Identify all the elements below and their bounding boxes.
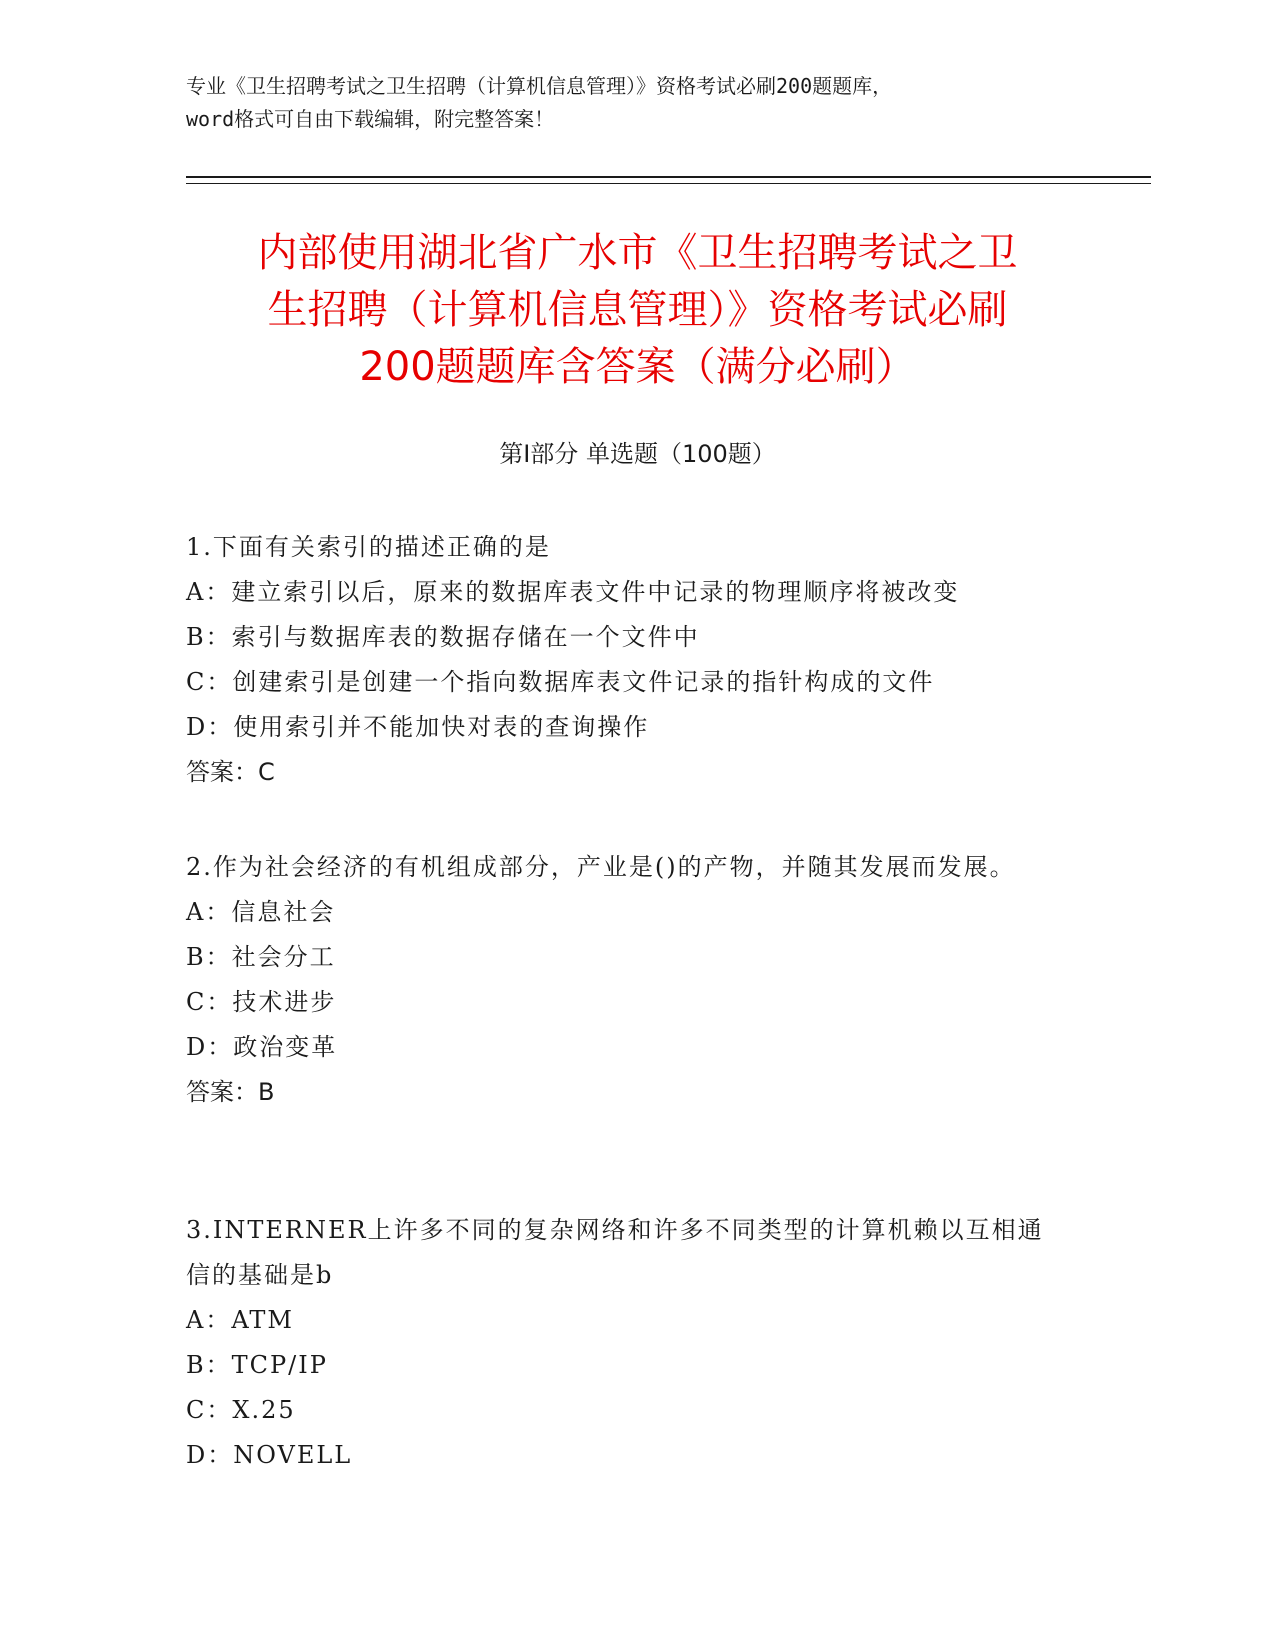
answer-line: 答案：C	[186, 758, 275, 786]
answer-line: 答案：B	[186, 1078, 275, 1106]
option-b: B：索引与数据库表的数据存储在一个文件中	[186, 623, 700, 651]
title-line1: 内部使用湖北省广水市《卫生招聘考试之卫	[257, 230, 1018, 276]
header-note	[186, 70, 1086, 136]
title-line3: 200题题库含答案（满分必刷）	[359, 344, 916, 390]
option-d: D：政治变革	[186, 1033, 338, 1061]
option-a: A：ATM	[186, 1306, 294, 1334]
header-note-line2: word格式可自由下载编辑，附完整答案！	[186, 107, 555, 131]
option-c: C：技术进步	[186, 988, 337, 1016]
title-line2: 生招聘（计算机信息管理）》资格考试必刷	[267, 287, 1008, 333]
option-d: D：使用索引并不能加快对表的查询操作	[186, 713, 650, 741]
question-stem: 3.INTERNER上许多不同的复杂网络和许多不同类型的计算机赖以互相通信的基础是b	[186, 1216, 1044, 1289]
header-divider-thin	[186, 183, 1151, 184]
option-c: C：X.25	[186, 1396, 296, 1424]
document-title	[150, 225, 1125, 396]
option-a: A：信息社会	[186, 898, 336, 926]
question-stem: 2.作为社会经济的有机组成部分，产业是()的产物，并随其发展而发展。	[186, 853, 1016, 881]
header-note-line1: 专业《卫生招聘考试之卫生招聘（计算机信息管理）》资格考试必刷200题题库，	[186, 74, 893, 98]
option-c: C：创建索引是创建一个指向数据库表文件记录的指针构成的文件	[186, 668, 935, 696]
question-stem: 1.下面有关索引的描述正确的是	[186, 533, 551, 561]
question-2	[186, 845, 1066, 1115]
option-b: B：社会分工	[186, 943, 336, 971]
header-divider-thick	[186, 176, 1151, 178]
question-3	[186, 1208, 1066, 1478]
question-1	[186, 525, 1066, 795]
option-d: D：NOVELL	[186, 1441, 353, 1469]
option-a: A：建立索引以后，原来的数据库表文件中记录的物理顺序将被改变	[186, 578, 960, 606]
section-heading: 第Ⅰ部分 单选题（100题）	[499, 440, 776, 468]
option-b: B：TCP/IP	[186, 1351, 328, 1379]
